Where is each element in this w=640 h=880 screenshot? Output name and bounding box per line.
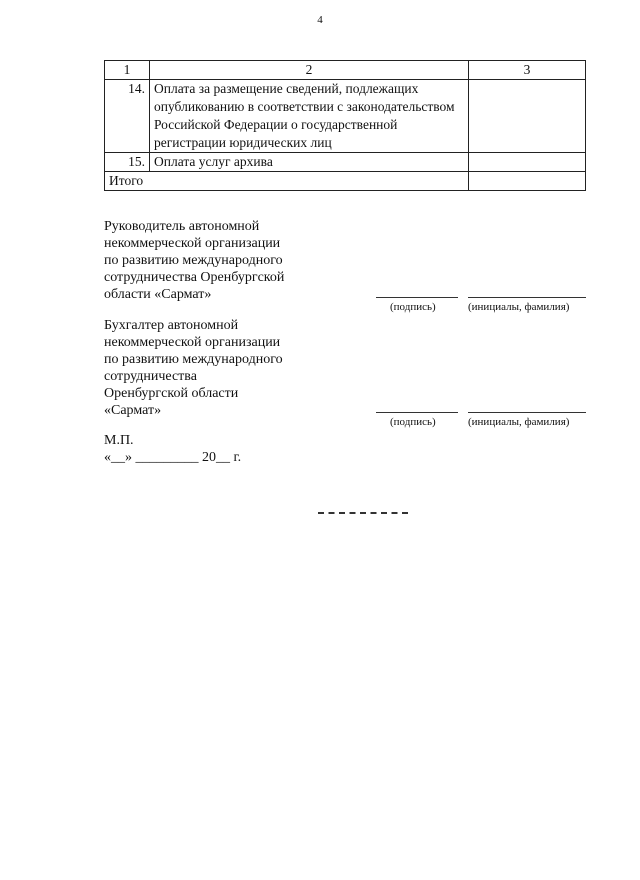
- fee-table: [104, 60, 586, 191]
- accountant-name-line: [468, 412, 586, 413]
- date-line: «__» _________ 20__ г.: [104, 450, 242, 465]
- page-number: 4: [317, 14, 323, 26]
- accountant-title-line: Оренбургской области: [104, 386, 239, 401]
- header-col-3: 3: [469, 61, 586, 80]
- head-title-line: по развитию международного: [104, 253, 283, 268]
- total-value: [469, 172, 586, 191]
- head-signature-line: [376, 297, 458, 298]
- head-signature-label: (подпись): [390, 301, 436, 313]
- row-number: 14.: [105, 80, 150, 153]
- head-title-line: области «Сармат»: [104, 287, 212, 302]
- table-row: [105, 153, 586, 172]
- accountant-signature-label: (подпись): [390, 416, 436, 428]
- head-title-line: Руководитель автономной: [104, 219, 260, 234]
- total-label: Итого: [105, 172, 469, 191]
- accountant-name-label: (инициалы, фамилия): [468, 416, 570, 428]
- head-name-label: (инициалы, фамилия): [468, 301, 570, 313]
- accountant-title-line: по развитию международного: [104, 352, 283, 367]
- accountant-title-line: некоммерческой организации: [104, 335, 281, 350]
- header-col-2: 2: [150, 61, 469, 80]
- accountant-title-line: сотрудничества: [104, 369, 197, 384]
- head-name-line: [468, 297, 586, 298]
- accountant-title-line: «Сармат»: [104, 403, 162, 418]
- end-of-document-divider: [318, 512, 408, 514]
- stamp-label: М.П.: [104, 433, 134, 448]
- row-description: Оплата услуг архива: [150, 153, 469, 172]
- table-row: [105, 80, 586, 153]
- row-value: [469, 153, 586, 172]
- row-description: Оплата за размещение сведений, подлежащих опубликованию в соответствии с законодательством Российской Федерации о государственной регистрации юридических лиц: [150, 80, 469, 153]
- row-number: 15.: [105, 153, 150, 172]
- table-header-row: [105, 61, 586, 80]
- head-title-line: сотрудничества Оренбургской: [104, 270, 285, 285]
- head-title: [104, 218, 324, 303]
- header-col-1: 1: [105, 61, 150, 80]
- total-row: [105, 172, 586, 191]
- row-value: [469, 80, 586, 153]
- head-title-line: некоммерческой организации: [104, 236, 281, 251]
- accountant-title: [104, 317, 324, 419]
- accountant-signature-line: [376, 412, 458, 413]
- accountant-title-line: Бухгалтер автономной: [104, 318, 239, 333]
- stamp-block: [104, 432, 241, 466]
